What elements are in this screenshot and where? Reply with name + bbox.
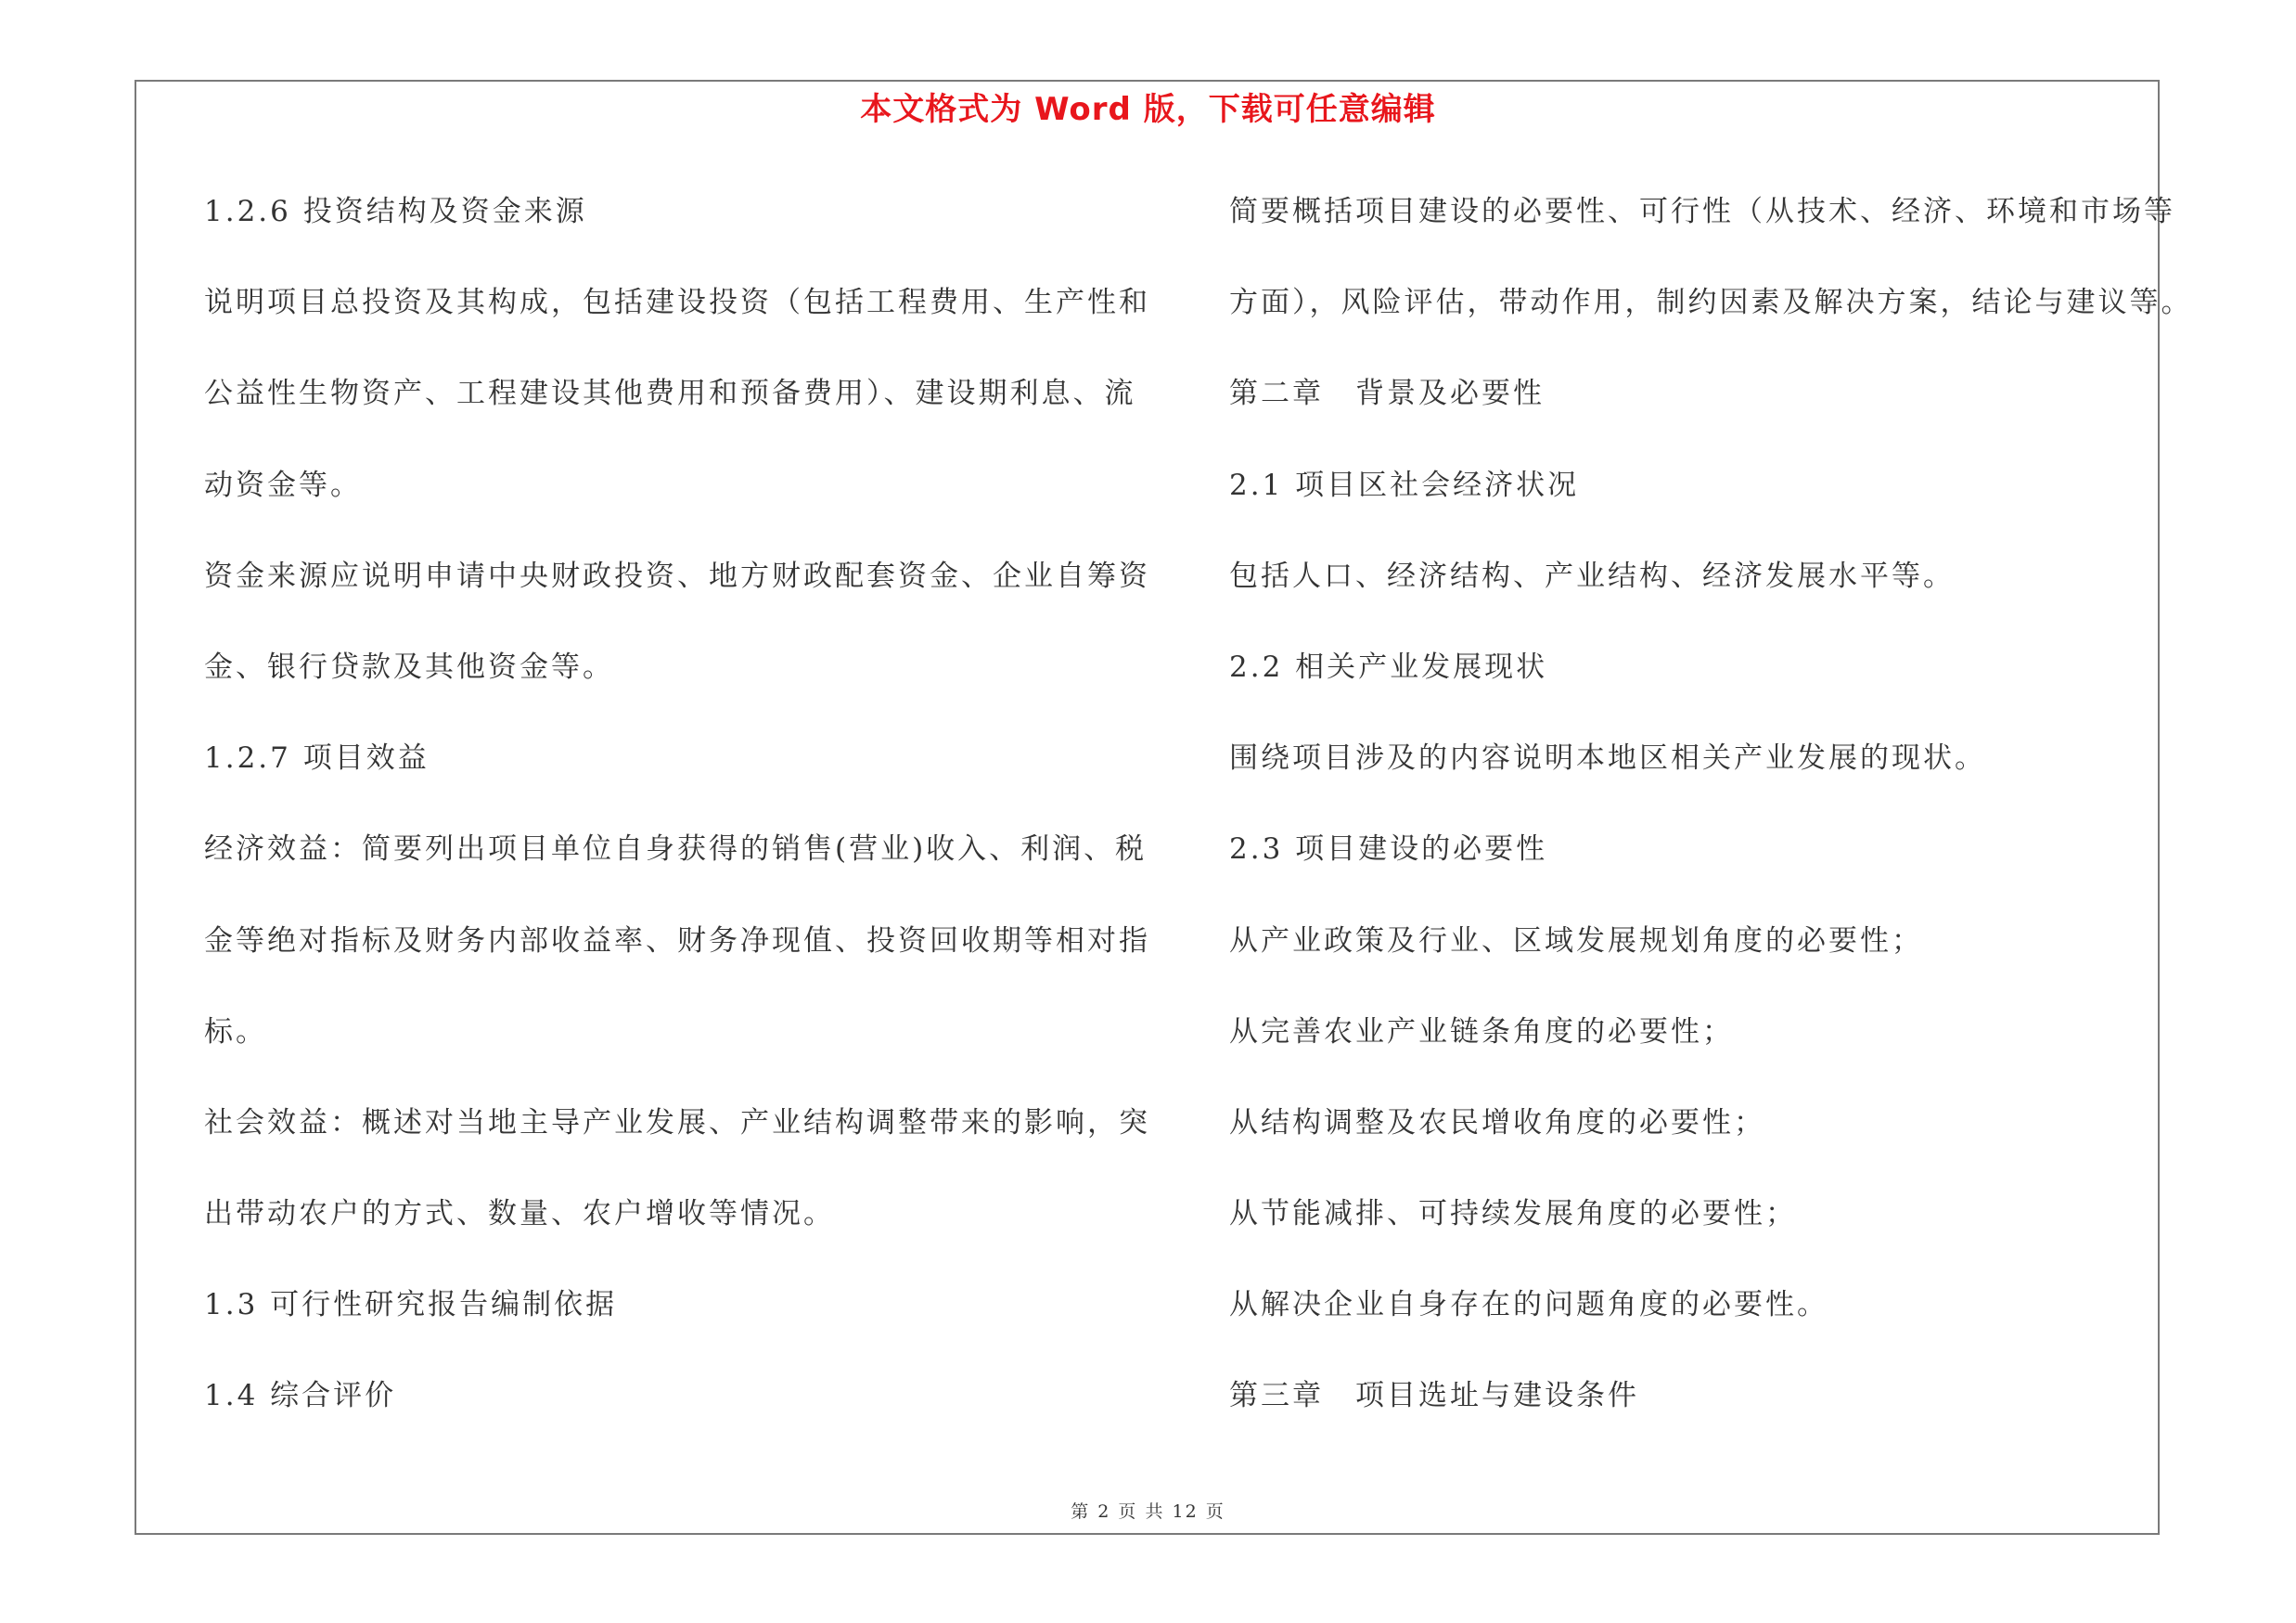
heading-2-3: 2.3 项目建设的必要性: [1229, 832, 1548, 867]
heading-1-2-7: 1.2.7 项目效益: [204, 741, 430, 776]
heading-1-4: 1.4 综合评价: [204, 1379, 397, 1413]
text-line: 包括人口、经济结构、产业结构、经济发展水平等。: [1229, 559, 1955, 593]
text-line: 金等绝对指标及财务内部收益率、财务净现值、投资回收期等相对指: [204, 923, 1150, 958]
text-line: 金、银行贷款及其他资金等。: [204, 650, 614, 684]
text-line: 动资金等。: [204, 468, 362, 502]
chapter-3-heading: 第三章 项目选址与建设条件: [1229, 1379, 1639, 1413]
list-item: 从产业政策及行业、区域发展规划角度的必要性；: [1229, 923, 1923, 958]
text-line: 说明项目总投资及其构成，包括建设投资（包括工程费用、生产性和: [204, 286, 1150, 320]
left-text-column: [204, 184, 1150, 1460]
list-item: 从解决企业自身存在的问题角度的必要性。: [1229, 1288, 1828, 1322]
word-format-banner: 本文格式为 Word 版，下载可任意编辑: [860, 91, 1436, 128]
text-line: 方面），风险评估，带动作用，制约因素及解决方案，结论与建议等。: [1229, 286, 2193, 320]
text-line: 公益性生物资产、工程建设其他费用和预备费用）、建设期利息、流: [204, 377, 1136, 411]
right-text-column: [1229, 184, 2213, 1460]
heading-1-3: 1.3 可行性研究报告编制依据: [204, 1288, 618, 1322]
heading-2-1: 2.1 项目区社会经济状况: [1229, 468, 1580, 502]
heading-2-2: 2.2 相关产业发展现状: [1229, 650, 1548, 684]
heading-1-2-6: 1.2.6 投资结构及资金来源: [204, 195, 587, 228]
text-line: 围绕项目涉及的内容说明本地区相关产业发展的现状。: [1229, 741, 1986, 776]
page-number-footer: 第 2 页 共 12 页: [1071, 1501, 1225, 1522]
text-line: 出带动农户的方式、数量、农户增收等情况。: [204, 1197, 835, 1231]
chapter-2-heading: 第二章 背景及必要性: [1229, 377, 1545, 411]
list-item: 从节能减排、可持续发展角度的必要性；: [1229, 1197, 1797, 1231]
text-line: 社会效益：概述对当地主导产业发展、产业结构调整带来的影响，突: [204, 1105, 1150, 1140]
text-line: 标。: [204, 1014, 267, 1049]
list-item: 从完善农业产业链条角度的必要性；: [1229, 1014, 1734, 1049]
text-line: 简要概括项目建设的必要性、可行性（从技术、经济、环境和市场等: [1229, 195, 2175, 228]
list-item: 从结构调整及农民增收角度的必要性；: [1229, 1105, 1765, 1140]
text-line: 资金来源应说明申请中央财政投资、地方财政配套资金、企业自筹资: [204, 559, 1150, 593]
text-line: 经济效益：简要列出项目单位自身获得的销售(营业)收入、利润、税: [204, 832, 1148, 867]
